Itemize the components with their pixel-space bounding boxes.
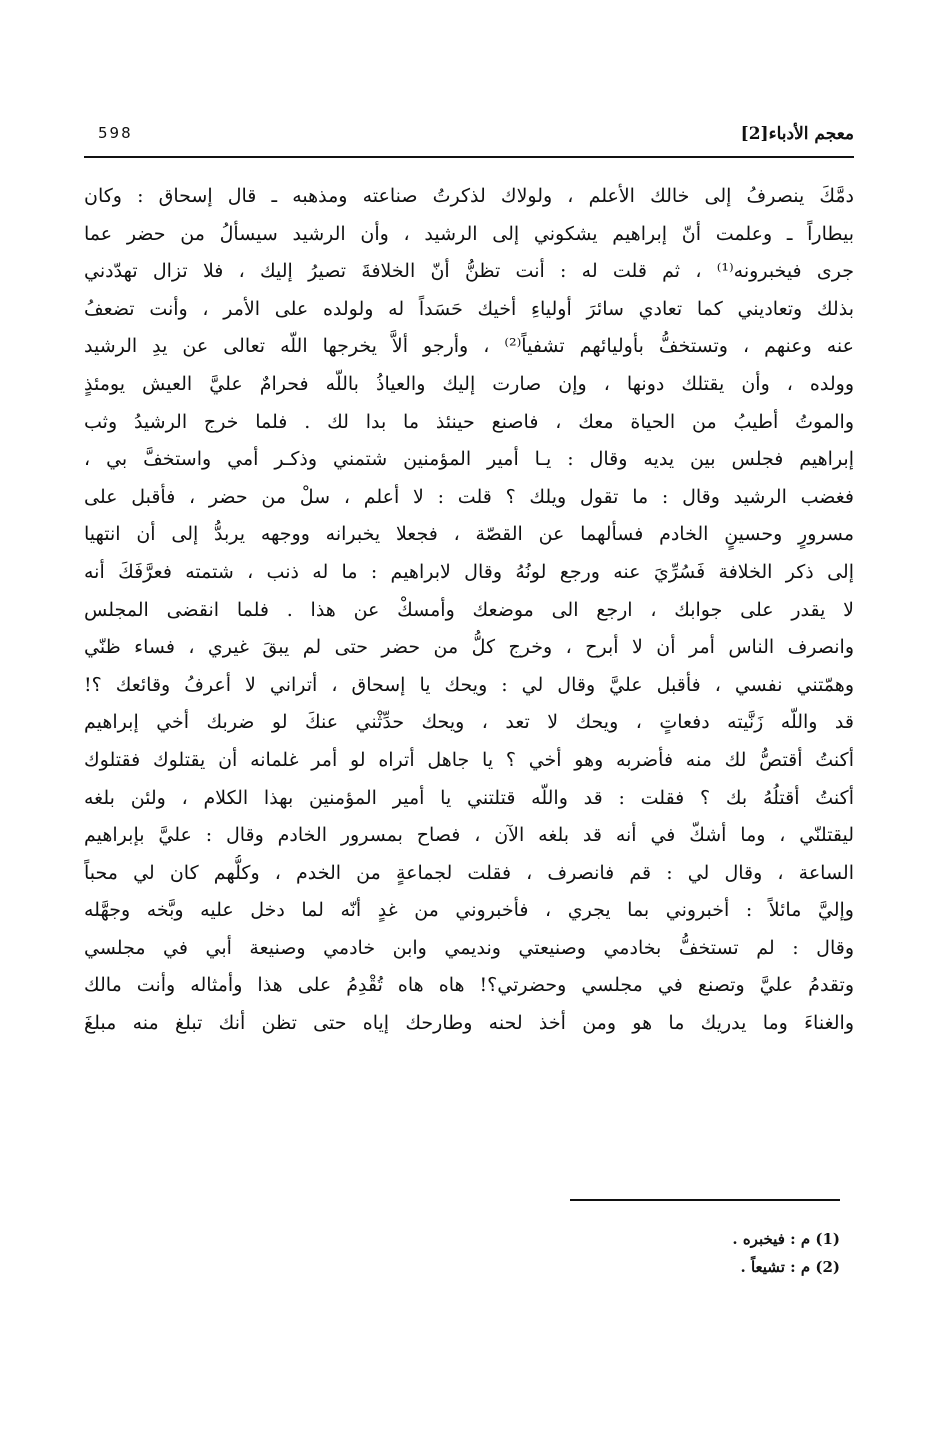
text-line: والموتُ أطيبُ من الحياة معك ، فاصنع حينئذ ما بدا لك . فلما خرج الرشيدُ وثب — [84, 410, 854, 433]
text-line: بذلك وتعاديني كما تعادي سائرَ أولياءِ أخيك حَسَداً له ولولده على الأمر ، وأنت تضعفُ — [84, 297, 854, 320]
running-title: معجم الأدباء[2] — [740, 124, 854, 144]
text-line: ليقتلنّي ، وما أشكّ في أنه قد بلغه الآن ، فصاح بمسرور الخادم وقال : عليَّ بإبراهيم — [84, 824, 854, 847]
text-line: عنه وعنهم ، وتستخفُّ بأوليائهم تشفياً⁽²⁾ ، وأرجو ألاَّ يخرجها اللّه تعالى عن يدِ الرشيد — [84, 335, 854, 358]
text-line: مسرورٍ وحسينٍ الخادم فسألهما عن القصّة ، فجعلا يخبرانه ووجهه يربدُّ إلى أن انتهيا — [84, 523, 854, 546]
text-line: بيطاراً ـ وعلمت أنّ إبراهيم يشكوني إلى الرشيد ، وأن الرشيد سيسألُ من حضر عما — [84, 222, 854, 245]
footnote-1: (1) م : فيخبره . — [732, 1230, 840, 1248]
text-line: دمَّكَ ينصرفُ إلى خالك الأعلم ، ولولاك لذكرتُ صناعته ومذهبه ـ قال إسحاق : وكان — [84, 185, 854, 207]
footnotes — [420, 1225, 840, 1281]
footnote-2: (2) م : تشيعاً . — [740, 1258, 840, 1276]
text-line: جرى فيخبرونه⁽¹⁾ ، ثم قلت له : أنت تظنُّ أنّ الخلافةَ تصيرُ إليك ، فلا تزال تهدّدني — [84, 260, 854, 283]
text-line: وتقدمُ عليَّ وتصنع في مجلسي وحضرتي؟! هاه هاه تُقْدِمُ على هذا وأمثاله وأنت مالك — [84, 974, 854, 997]
text-line: أكنتُ أقتصُّ لك منه فأضربه وهو أخي ؟ يا جاهل أتراه لو أمر غلمانه أن يقتلوك فقتلوك — [84, 748, 854, 771]
text-line: وقال : لم تستخفُّ بخادمي وصنيعتي ونديمي وابن خادمي وصنيعة أبي في مجلسي — [84, 936, 854, 959]
text-line: وانصرف الناس أمر أن لا أبرح ، وخرج كلُّ من حضر حتى لم يبقَ غيري ، فساء ظنّي — [84, 636, 854, 659]
body-text — [84, 178, 854, 1043]
text-line: إبراهيم فجلس بين يديه وقال : يـا أمير المؤمنين شتمني وذكـر أمي واستخفَّ بي ، — [84, 448, 854, 471]
text-line: الساعة ، وقال لي : قم فانصرف ، فقلت لجماعةٍ من الخدم ، وكلُّهم كان لي محباً — [84, 861, 854, 884]
text-line: فغضب الرشيد وقال : ما تقول ويلك ؟ قلت : لا أعلم ، سلْ من حضر ، فأقبل على — [84, 485, 854, 508]
text-line: لا يقدر على جوابك ، ارجع الى موضعك وأمسكْ عن هذا . فلما انقضى المجلس — [84, 598, 854, 621]
text-line: أكنتُ أقتلُهُ بك ؟ فقلت : قد واللّه قتلتني يا أمير المؤمنين بهذا الكلام ، ولئن بلغه — [84, 786, 854, 809]
text-line: وإليَّ مائلاً : أخبروني بما يجري ، فأخبروني من غدٍ أنّه لما دخل عليه وبَّخه وجهَّله — [84, 899, 854, 922]
page-header — [84, 112, 854, 152]
text-line: إلى ذكر الخلافة فَسُرِّيَ عنه ورجع لونُهُ وقال لابراهيم : ما له ذنب ، شتمته فعرَّفَكَ أنه — [84, 560, 854, 583]
footnote-rule — [570, 1199, 840, 1201]
text-line: وولده ، وأن يقتلك دونها ، وإن صارت إليك والعياذُ باللّه فحرامٌ عليَّ العيش يومئذٍ — [84, 372, 854, 395]
text-line: قد واللّه زَنَّيته دفعاتٍ ، ويحك لا تعد ، ويحك حدِّثْني عنكَ لو ضربك أخي إبراهيم — [84, 711, 854, 734]
page-number: 598 — [98, 124, 133, 142]
text-line: والغناءَ وما يدريك ما هو ومن أخذ لحنه وطارحك إياه حتى تظن أنك تبلغ منه مبلغَ — [84, 1012, 854, 1035]
text-line: وهمّتني نفسي ، فأقبل عليَّ وقال لي : ويحك يا إسحاق ، أتراني لا أعرفُ وقائعك ؟! — [84, 673, 854, 696]
header-rule — [84, 156, 854, 158]
